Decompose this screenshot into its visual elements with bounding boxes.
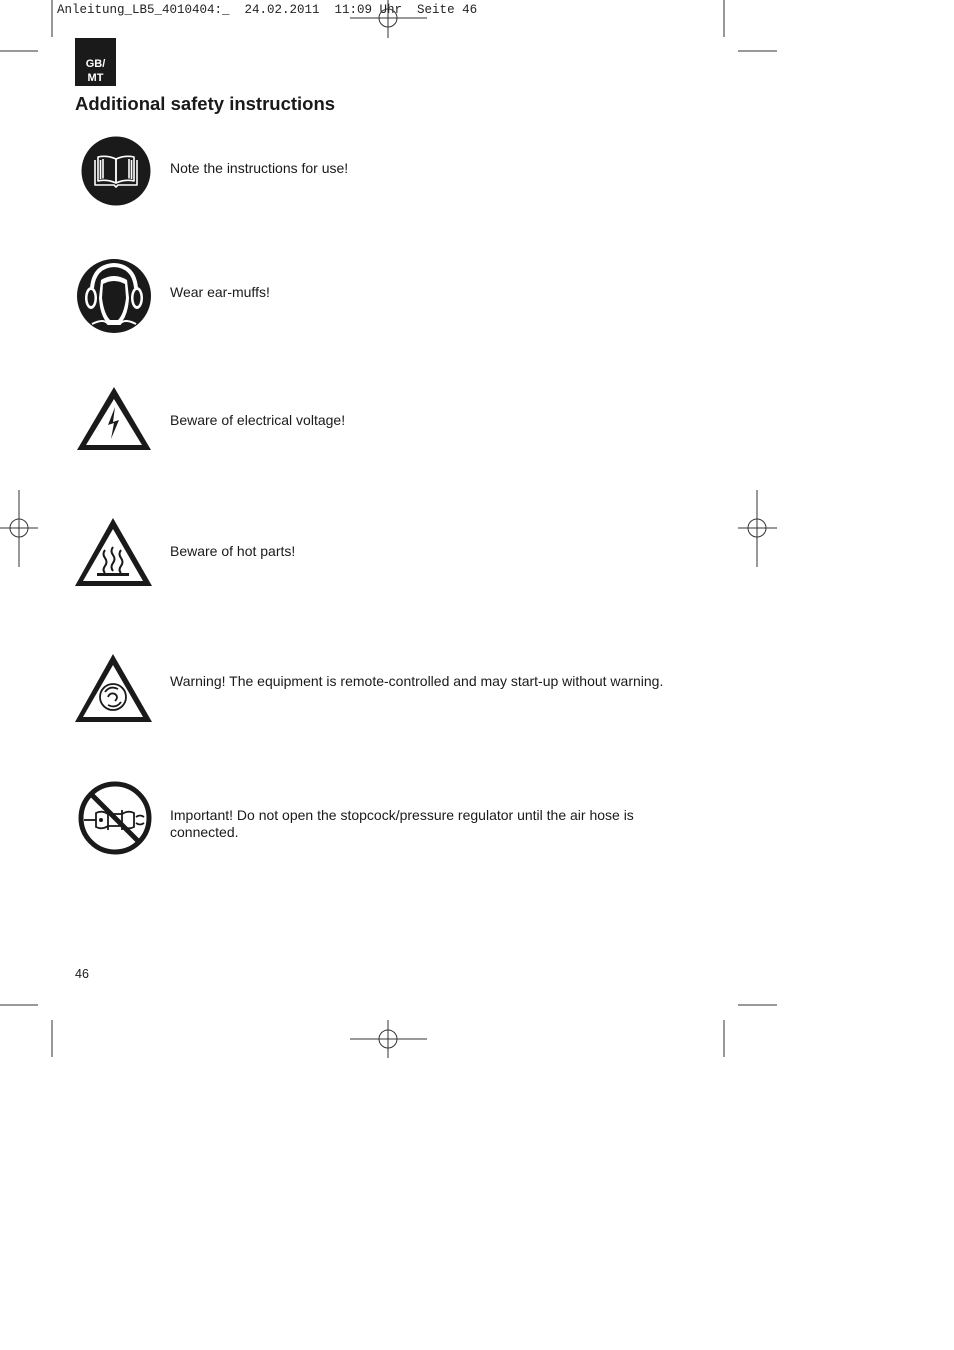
page-number: 46 [75, 967, 89, 981]
safety-item-text: Beware of electrical voltage! [170, 412, 346, 428]
remote-start-warning-icon [74, 652, 154, 724]
safety-item [74, 384, 714, 454]
no-open-valve-icon [74, 780, 154, 856]
safety-item [74, 780, 714, 856]
language-badge-line1: GB/ [85, 58, 106, 70]
instruction-manual-icon [74, 134, 154, 210]
safety-item-text: Warning! The equipment is remote-controlled and may start-up without warning. [170, 673, 664, 689]
safety-item [74, 652, 714, 724]
ear-muffs-icon [74, 258, 154, 334]
safety-item [74, 134, 714, 210]
safety-item-text: Note the instructions for use! [170, 160, 349, 176]
safety-item-text: Wear ear-muffs! [170, 284, 270, 300]
electrical-voltage-warning-icon [74, 384, 154, 454]
hot-surface-warning-icon [74, 516, 154, 588]
safety-item-text: Beware of hot parts! [170, 543, 296, 559]
safety-item-text: Important! Do not open the stopcock/pressure regulator until the air hose is connected. [170, 807, 634, 840]
safety-item [74, 258, 714, 334]
language-badge [75, 38, 116, 86]
safety-item [74, 516, 714, 588]
print-header: Anleitung_LB5_4010404:_ 24.02.2011 11:09 Uhr Seite 46 [57, 3, 478, 17]
language-badge-line2: MT [87, 72, 104, 84]
page-title: Additional safety instructions [75, 93, 336, 114]
